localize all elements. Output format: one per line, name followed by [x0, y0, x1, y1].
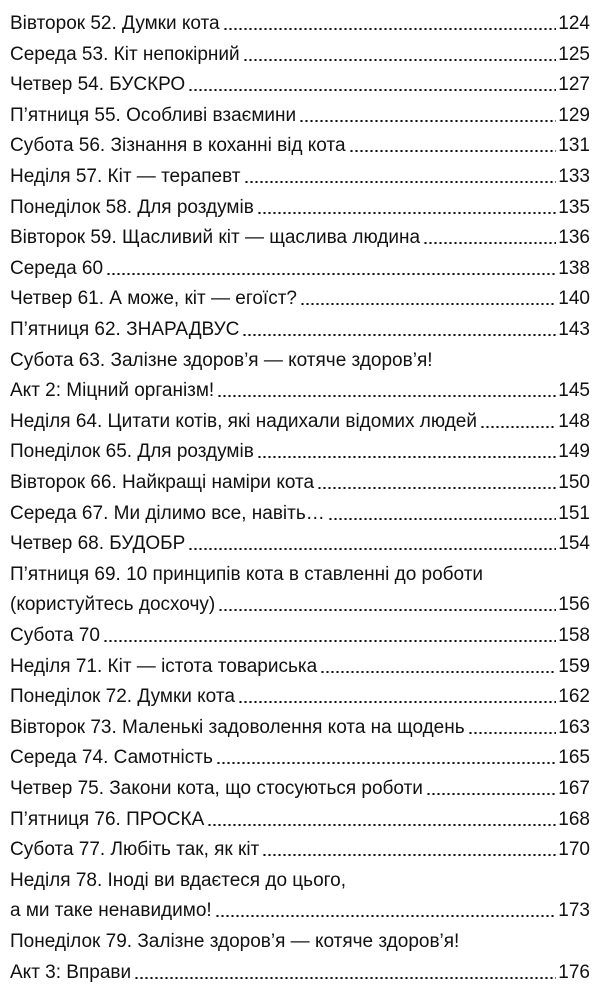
- dot-leader: [188, 548, 556, 550]
- dot-leader: [299, 120, 556, 122]
- toc-entry-page-number: 138: [558, 257, 590, 279]
- toc-entry: [10, 923, 590, 953]
- toc-entry-title: Неділя 78. Іноді ви вдаєтеся до цього,: [10, 869, 347, 891]
- toc-entry-title: Неділя 71. Кіт — істота товариська: [10, 655, 318, 677]
- toc-entry: [10, 495, 590, 525]
- toc-entry-title: Вівторок 52. Думки кота: [10, 13, 220, 34]
- toc-entry-title: Середа 67. Ми ділимо все, навіть…: [10, 502, 325, 524]
- dot-leader: [262, 854, 556, 856]
- toc-entry-page-number: 173: [558, 900, 590, 922]
- toc-entry-title: Акт 2: Міцний організм!: [10, 380, 215, 402]
- toc-entry-title: Вівторок 73. Маленькі задоволення кота на щодень: [10, 716, 465, 738]
- toc-entry-page-number: 149: [558, 441, 590, 463]
- toc-entry-page-number: 151: [558, 502, 590, 524]
- toc-entry: [10, 801, 590, 831]
- dot-leader: [218, 609, 556, 611]
- toc-entry-title: Акт 3: Вправи: [10, 961, 132, 983]
- toc-entry-page-number: 156: [558, 594, 590, 616]
- toc-entry-page-number: 133: [558, 166, 590, 187]
- dot-leader: [468, 732, 557, 734]
- toc-entry: [10, 739, 590, 769]
- toc-entry-page-number: 165: [558, 747, 590, 769]
- dot-leader: [300, 303, 556, 305]
- toc-entry: [10, 127, 590, 157]
- toc-entry-title: Вівторок 66. Найкращі наміри кота: [10, 472, 315, 493]
- toc-entry-title: (користуйтесь досхочу): [10, 594, 216, 616]
- toc-entry-page-number: 127: [558, 74, 590, 96]
- dot-leader: [223, 28, 557, 30]
- toc-entry-title: Середа 60: [10, 257, 104, 279]
- toc-entry-title: Неділя 57. Кіт — терапевт: [10, 166, 241, 187]
- toc-entry: [10, 36, 590, 66]
- toc-entry-page-number: 150: [558, 472, 590, 493]
- dot-leader: [216, 762, 556, 764]
- toc-entry: [10, 770, 590, 800]
- toc-entry: [10, 219, 590, 249]
- toc-entry: [10, 892, 590, 922]
- dot-leader: [426, 793, 556, 795]
- dot-leader: [257, 456, 556, 458]
- toc-entry-title: а ми таке ненавидимо!: [10, 900, 212, 922]
- toc-entry-page-number: 154: [558, 533, 590, 555]
- toc-entry: [10, 433, 590, 463]
- toc-entry-title: Понеділок 79. Залізне здоров’я — котяче здоров’я!: [10, 931, 460, 952]
- dot-leader: [243, 59, 557, 61]
- toc-entry-title: Понеділок 72. Думки кота: [10, 686, 235, 708]
- toc-entry-page-number: 168: [558, 808, 590, 830]
- toc-entry: [10, 464, 590, 494]
- toc-entry-title: Неділя 64. Цитати котів, які надихали відомих людей: [10, 410, 477, 432]
- toc-entry: [10, 189, 590, 219]
- dot-leader: [317, 487, 556, 489]
- toc-entry-page-number: 135: [558, 196, 590, 218]
- dot-leader: [257, 212, 556, 214]
- toc-entry-page-number: 136: [558, 227, 590, 249]
- toc-entry-page-number: 176: [558, 961, 590, 983]
- dot-leader: [134, 977, 556, 979]
- dot-leader: [106, 273, 556, 275]
- toc-entry-page-number: 167: [558, 778, 590, 799]
- toc-entry: [10, 5, 590, 35]
- dot-leader: [242, 334, 556, 336]
- dot-leader: [188, 89, 556, 91]
- toc-entry: [10, 648, 590, 678]
- toc-entry-title: Вівторок 59. Щасливий кіт — щаслива людина: [10, 227, 421, 249]
- toc-entry-page-number: 158: [558, 625, 590, 646]
- toc-entry: [10, 250, 590, 280]
- toc-entry-title: Четвер 75. Закони кота, що стосуються роботи: [10, 778, 423, 799]
- dot-leader: [480, 426, 556, 428]
- dot-leader: [320, 671, 556, 673]
- toc-entry: [10, 403, 590, 433]
- toc-entry: [10, 158, 590, 188]
- dot-leader: [244, 181, 557, 183]
- dot-leader: [238, 701, 556, 703]
- toc-entry: [10, 678, 590, 708]
- dot-leader: [349, 150, 557, 152]
- toc-entry-page-number: 131: [558, 135, 590, 157]
- toc-entry-page-number: 129: [558, 104, 590, 126]
- toc-entry: [10, 372, 590, 402]
- toc-entry-title: Середа 53. Кіт непокірний: [10, 43, 240, 65]
- dot-leader: [103, 640, 556, 642]
- toc-entry-title: Четвер 61. А може, кіт — егоїст?: [10, 288, 297, 310]
- toc-entry-page-number: 163: [558, 716, 590, 738]
- toc-entry: [10, 280, 590, 310]
- toc-entry-title: Понеділок 65. Для роздумів: [10, 441, 254, 463]
- toc-entry: [10, 954, 590, 984]
- toc-entry-page-number: 143: [558, 319, 590, 340]
- dot-leader: [328, 518, 557, 520]
- toc-entry-title: П’ятниця 76. ПРОСКА: [10, 808, 205, 830]
- toc-entry: [10, 97, 590, 127]
- toc-entry: [10, 862, 590, 892]
- toc-entry-page-number: 162: [558, 686, 590, 708]
- toc-entry-title: П’ятниця 62. ЗНАРАДВУС: [10, 319, 240, 340]
- toc-entry: [10, 311, 590, 341]
- toc-entry-page-number: 159: [558, 655, 590, 677]
- toc-entry-title: Субота 70: [10, 625, 100, 646]
- toc-entry-page-number: 170: [558, 839, 590, 861]
- toc-entry-page-number: 140: [558, 288, 590, 310]
- toc-entry: [10, 617, 590, 647]
- toc-entry-title: Середа 74. Самотність: [10, 747, 213, 769]
- toc-entry-title: Четвер 68. БУДОБР: [10, 533, 186, 555]
- toc-entry-title: Четвер 54. БУСКРО: [10, 74, 186, 96]
- dot-leader: [215, 915, 557, 917]
- toc-entry: [10, 709, 590, 739]
- toc-entry: [10, 586, 590, 616]
- toc-entry-title: Понеділок 58. Для роздумів: [10, 196, 254, 218]
- dot-leader: [217, 395, 556, 397]
- toc-entry: [10, 525, 590, 555]
- toc-entry: [10, 342, 590, 372]
- toc-entry-page-number: 125: [558, 43, 590, 65]
- toc-entry-title: П’ятниця 69. 10 принципів кота в ставленні до роботи: [10, 563, 484, 585]
- toc-entry-page-number: 148: [558, 410, 590, 432]
- toc-entry-page-number: 145: [558, 380, 590, 402]
- toc-entry: [10, 831, 590, 861]
- toc-entry-title: П’ятниця 55. Особливі взаємини: [10, 104, 297, 126]
- toc-entry-title: Субота 77. Любіть так, як кіт: [10, 839, 260, 861]
- dot-leader: [423, 242, 556, 244]
- toc-entry-title: Субота 63. Залізне здоров’я — котяче здоров’я!: [10, 349, 433, 371]
- toc-entry-page-number: 124: [558, 13, 590, 34]
- toc-entry: [10, 66, 590, 96]
- dot-leader: [207, 824, 556, 826]
- toc-entry-title: Субота 56. Зізнання в коханні від кота: [10, 135, 346, 157]
- toc-entry: [10, 556, 590, 586]
